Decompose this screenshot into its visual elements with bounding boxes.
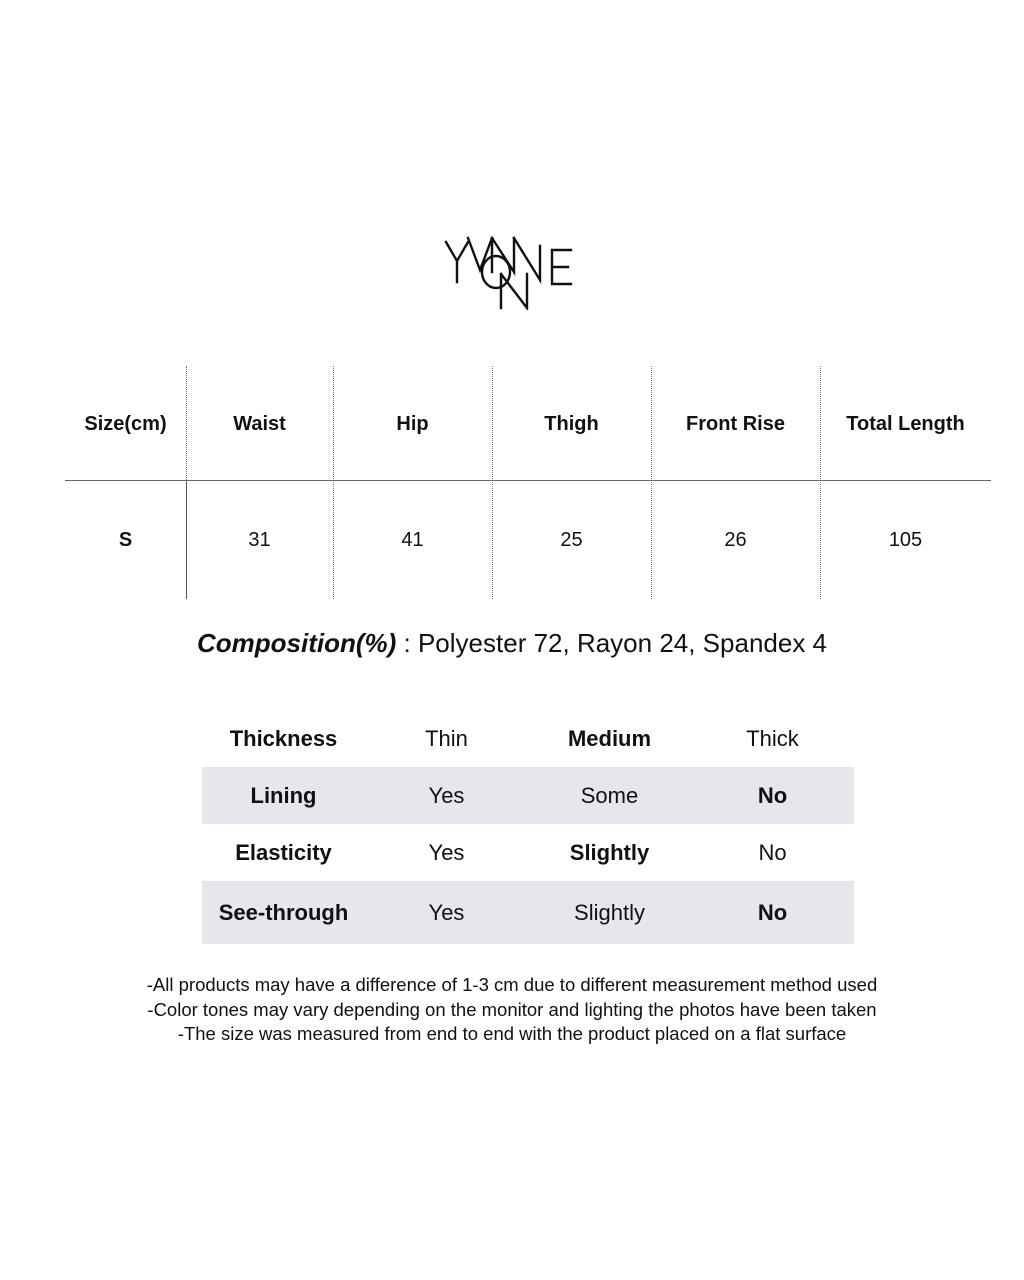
header-total-length: Total Length (846, 412, 965, 435)
total-length-value: 105 (888, 529, 923, 551)
front-rise-value: 26 (724, 529, 747, 551)
option-cell: Some (580, 782, 639, 808)
brand-logo (444, 228, 576, 310)
fabric-row-see-through (202, 881, 854, 944)
composition-line (0, 628, 1024, 659)
note-line: -The size was measured from end to end with the product placed on a flat surface (177, 1023, 847, 1044)
note-line: -All products may have a difference of 1-3 cm due to different measurement method used (146, 974, 878, 995)
row-label: Lining (250, 782, 317, 808)
option-cell-selected: Slightly (569, 839, 650, 865)
waist-value: 31 (248, 529, 271, 551)
size-value: S (118, 529, 133, 551)
notes (0, 973, 1024, 1047)
option-cell: Thin (425, 725, 468, 751)
header-front-rise: Front Rise (686, 412, 785, 435)
size-table (65, 366, 991, 599)
composition-label: Composition(%) (196, 628, 397, 658)
thigh-value: 25 (560, 529, 583, 551)
header-size: Size(cm) (84, 412, 167, 435)
option-cell: Slightly (574, 899, 645, 925)
row-label: Elasticity (235, 839, 332, 865)
option-cell-selected: No (757, 899, 788, 925)
hip-value: 41 (401, 529, 424, 551)
option-cell: Yes (428, 839, 465, 865)
option-cell: Thick (746, 725, 799, 751)
option-cell-selected: Medium (567, 725, 652, 751)
fabric-row-lining (202, 767, 854, 824)
option-cell: Yes (428, 782, 465, 808)
fabric-properties-table (202, 710, 854, 944)
row-label: See-through (218, 899, 349, 925)
composition-value: Polyester 72, Rayon 24, Spandex 4 (417, 628, 828, 658)
row-label: Thickness (229, 725, 338, 751)
header-thigh: Thigh (544, 412, 599, 435)
header-waist: Waist (233, 412, 286, 435)
note-line: -Color tones may vary depending on the monitor and lighting the photos have been taken (147, 998, 877, 1020)
option-cell: Yes (428, 899, 465, 925)
fabric-row-elasticity (202, 824, 854, 881)
option-cell: No (758, 839, 787, 865)
composition-separator: : (396, 628, 418, 658)
option-cell-selected: No (757, 782, 788, 808)
fabric-row-thickness (202, 710, 854, 767)
header-hip: Hip (396, 412, 429, 435)
